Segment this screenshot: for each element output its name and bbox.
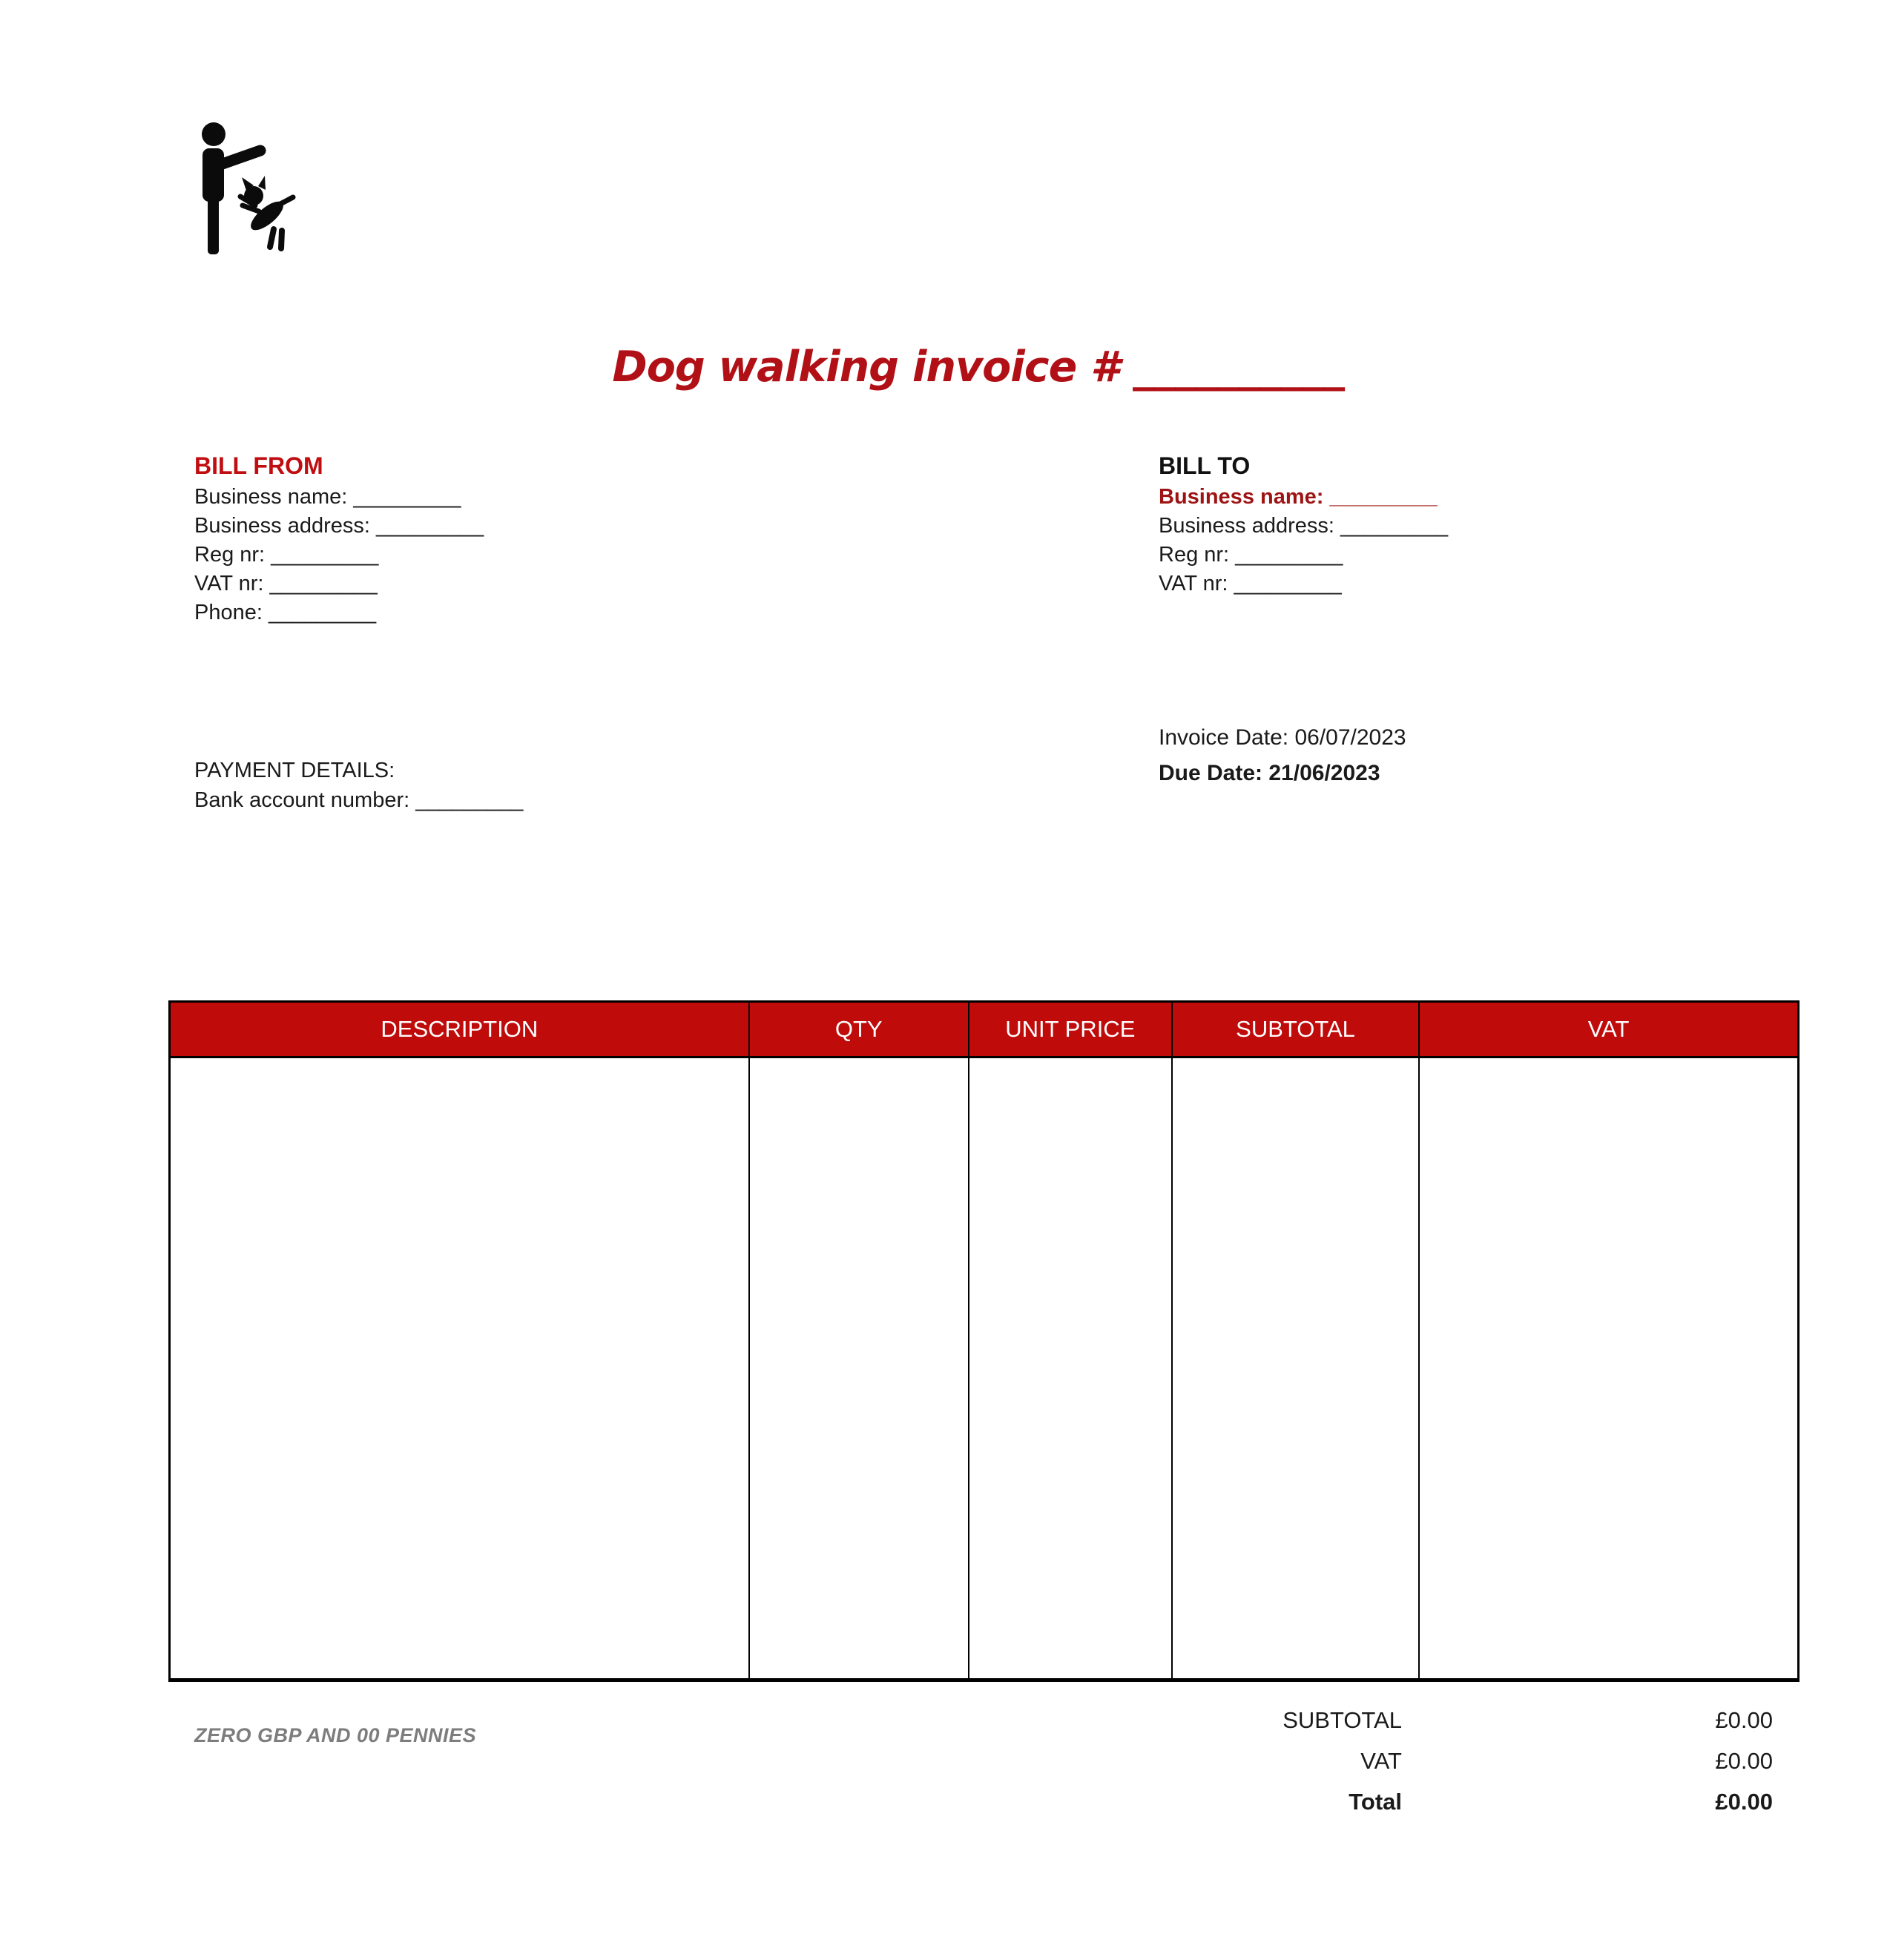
bill-from-section [194, 449, 484, 627]
field-label: Business name: [194, 485, 348, 509]
table-body-cell-qty[interactable] [750, 1058, 969, 1678]
invoice-date-line [1159, 720, 1406, 756]
field-label: VAT nr: [1159, 572, 1228, 595]
column-header-vat: VAT [1587, 1016, 1630, 1042]
field-blank[interactable]: _________ [1234, 572, 1342, 595]
bill-to-heading: BILL TO [1159, 452, 1251, 479]
page-title [0, 343, 1890, 392]
bill-from-business-name [194, 483, 484, 512]
dog-walker-logo-icon [185, 121, 297, 257]
vat-value: £0.00 [1715, 1747, 1773, 1774]
bill-to-business-name [1159, 483, 1448, 512]
invoice-date-value: 06/07/2023 [1294, 725, 1406, 750]
page-title-text: Dog walking invoice # [612, 343, 1119, 392]
field-blank[interactable]: _________ [1340, 514, 1449, 538]
field-label: Business name: [1159, 485, 1324, 509]
bill-to-section [1159, 449, 1448, 598]
field-blank[interactable]: _________ [271, 543, 379, 567]
bill-from-reg-nr [194, 541, 484, 570]
due-date-value: 21/06/2023 [1268, 761, 1380, 785]
due-date-label: Due Date: [1159, 761, 1263, 785]
amount-in-words: ZERO GBP AND 00 PENNIES [194, 1724, 477, 1746]
dates-section [1159, 720, 1406, 791]
total-label: Total [1349, 1788, 1402, 1815]
table-header-row [171, 1003, 1797, 1058]
subtotal-row [1038, 1700, 1777, 1740]
table-body-cell-description[interactable] [171, 1058, 750, 1678]
bill-from-phone [194, 598, 484, 627]
total-row [1038, 1781, 1777, 1822]
table-body-cell-unit-price[interactable] [969, 1058, 1173, 1678]
field-blank[interactable]: _________ [1235, 543, 1343, 567]
field-label: Reg nr: [194, 543, 266, 567]
bill-to-business-address [1159, 512, 1448, 541]
due-date-line [1159, 756, 1406, 791]
field-blank[interactable]: _________ [353, 485, 461, 509]
field-label: VAT nr: [194, 572, 264, 595]
field-label: Reg nr: [1159, 543, 1230, 567]
payment-details-heading: PAYMENT DETAILS: [194, 759, 395, 782]
bill-from-vat-nr [194, 570, 484, 598]
invoice-date-label: Invoice Date: [1159, 725, 1289, 750]
field-blank[interactable]: _________ [268, 601, 377, 624]
table-body-cell-subtotal[interactable] [1173, 1058, 1420, 1678]
invoice-number-blank[interactable]: __________ [1133, 343, 1345, 392]
vat-row [1038, 1740, 1777, 1781]
field-blank[interactable]: _________ [1329, 485, 1438, 509]
bank-account-label: Bank account number: [194, 788, 410, 812]
column-header-subtotal: SUBTOTAL [1173, 1003, 1420, 1056]
line-items-table [168, 1000, 1800, 1682]
total-value: £0.00 [1715, 1788, 1773, 1815]
bill-to-vat-nr [1159, 570, 1448, 598]
column-header-unit-price: UNIT PRICE [969, 1003, 1173, 1056]
subtotal-label: SUBTOTAL [1282, 1706, 1402, 1733]
bill-to-reg-nr [1159, 541, 1448, 570]
field-label: Business address: [194, 514, 370, 538]
column-header-description: DESCRIPTION [171, 1003, 750, 1056]
bank-account-line [194, 785, 523, 815]
totals-section [1038, 1700, 1777, 1822]
bill-from-heading: BILL FROM [194, 452, 323, 479]
bank-account-blank[interactable]: _________ [415, 788, 524, 812]
field-blank[interactable]: _________ [269, 572, 378, 595]
vat-label: VAT [1360, 1747, 1402, 1774]
payment-details-section [194, 756, 523, 815]
field-label: Business address: [1159, 514, 1334, 538]
table-body-row [171, 1058, 1797, 1678]
field-blank[interactable]: _________ [376, 514, 484, 538]
bill-from-business-address [194, 512, 484, 541]
field-label: Phone: [194, 601, 263, 624]
column-header-qty: QTY [750, 1003, 969, 1056]
table-body-cell-vat[interactable] [1420, 1058, 1797, 1678]
subtotal-value: £0.00 [1715, 1706, 1773, 1733]
